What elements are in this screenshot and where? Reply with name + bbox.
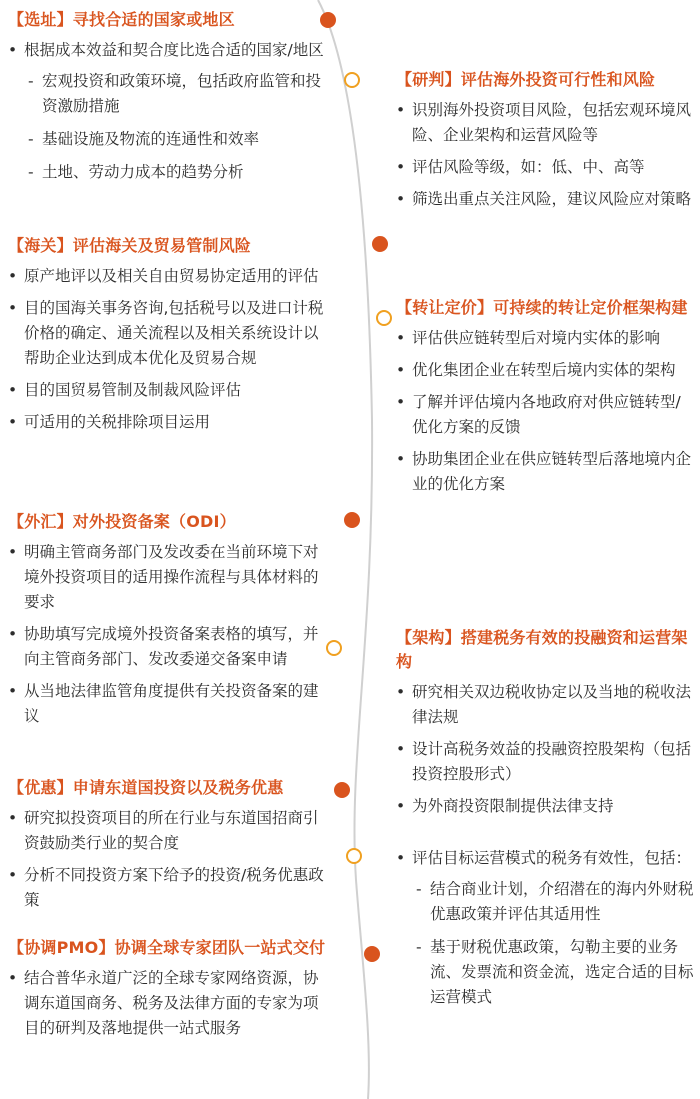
list-item: • 研究相关双边税收协定以及当地的税收法律法规: [396, 680, 696, 730]
list-item: • 根据成本效益和契合度比选合适的国家/地区 - 宏观投资和政策环境，包括政府监管和投资激励措施 - 基础设施及物流的连通性和效率 - 土地、劳动力成本的趋势分析: [8, 38, 328, 185]
timeline-node-hollow: [347, 849, 361, 863]
section-incentives: [8, 776, 326, 920]
section-transfer-pricing: [396, 296, 696, 504]
section-title: 【架构】搭建税务有效的投融资和运营架构: [396, 628, 688, 671]
list-item: • 设计高税务效益的投融资控股架构（包括投资控股形式）: [396, 737, 696, 787]
list-item: • 评估目标运营模式的税务有效性，包括： - 结合商业计划，介绍潜在的海内外财税优惠政策并评估其适用性 - 基于财税优惠政策，勾勒主要的业务流、发票流和资金流，选定合适的目标运营模式: [396, 846, 696, 1010]
list-item: • 优化集团企业在转型后境内实体的架构: [396, 358, 696, 383]
list-item: • 识别海外投资项目风险，包括宏观环境风险、企业架构和运营风险等: [396, 98, 694, 148]
section-title: 【选址】寻找合适的国家或地区: [8, 10, 235, 29]
section-structure: [396, 626, 696, 826]
section-forex-odi: [8, 510, 326, 736]
sub-item: - 宏观投资和政策环境，包括政府监管和投资激励措施: [24, 69, 328, 119]
section-customs: [8, 234, 326, 442]
timeline-node-filled: [364, 946, 380, 962]
section-title: 【外汇】对外投资备案（ODI）: [8, 512, 236, 531]
section-pmo: [8, 936, 326, 1048]
list-item: • 原产地评以及相关自由贸易协定适用的评估: [8, 264, 326, 289]
sub-item: - 基于财税优惠政策，勾勒主要的业务流、发票流和资金流，选定合适的目标运营模式: [412, 935, 696, 1010]
section-title: 【海关】评估海关及贸易管制风险: [8, 236, 252, 255]
section-title: 【转让定价】可持续的转让定价框架构建: [396, 298, 688, 317]
timeline-node-hollow: [377, 311, 391, 325]
list-item: • 研究拟投资项目的所在行业与东道国招商引资鼓励类行业的契合度: [8, 806, 326, 856]
section-operating-model: [396, 846, 696, 1018]
list-item: • 从当地法律监管角度提供有关投资备案的建议: [8, 679, 326, 729]
timeline-node-filled: [372, 236, 388, 252]
list-item: • 为外商投资限制提供法律支持: [396, 794, 696, 819]
list-item: • 可适用的关税排除项目运用: [8, 410, 326, 435]
section-site-selection: [8, 8, 328, 193]
list-item: • 评估风险等级，如：低、中、高等: [396, 155, 694, 180]
section-assessment: [396, 68, 694, 219]
timeline-node-filled: [334, 782, 350, 798]
timeline-node-hollow: [327, 641, 341, 655]
sub-item: - 基础设施及物流的连通性和效率: [24, 127, 328, 152]
sub-item: - 结合商业计划，介绍潜在的海内外财税优惠政策并评估其适用性: [412, 877, 696, 927]
list-item: • 分析不同投资方案下给予的投资/税务优惠政策: [8, 863, 326, 913]
timeline-node-filled: [344, 512, 360, 528]
list-item: • 协助集团企业在供应链转型后落地境内企业的优化方案: [396, 447, 696, 497]
list-item: • 协助填写完成境外投资备案表格的填写，并向主管商务部门、发改委递交备案申请: [8, 622, 326, 672]
timeline-node-hollow: [345, 73, 359, 87]
list-item: • 明确主管商务部门及发改委在当前环境下对境外投资项目的适用操作流程与具体材料的要求: [8, 540, 326, 615]
list-item: • 目的国海关事务咨询,包括税号以及进口计税价格的确定、通关流程以及相关系统设计以帮助企业达到成本优化及贸易合规: [8, 296, 326, 371]
list-item: • 评估供应链转型后对境内实体的影响: [396, 326, 696, 351]
section-title: 【协调PMO】协调全球专家团队一站式交付: [8, 938, 326, 957]
section-title: 【研判】评估海外投资可行性和风险: [396, 70, 656, 89]
sub-item: - 土地、劳动力成本的趋势分析: [24, 160, 328, 185]
list-item: • 筛选出重点关注风险，建议风险应对策略: [396, 187, 694, 212]
section-title: 【优惠】申请东道国投资以及税务优惠: [8, 778, 284, 797]
list-item: • 结合普华永道广泛的全球专家网络资源，协调东道国商务、税务及法律方面的专家为项目的研判及落地提供一站式服务: [8, 966, 326, 1041]
list-item: • 了解并评估境内各地政府对供应链转型/优化方案的反馈: [396, 390, 696, 440]
list-item: • 目的国贸易管制及制裁风险评估: [8, 378, 326, 403]
